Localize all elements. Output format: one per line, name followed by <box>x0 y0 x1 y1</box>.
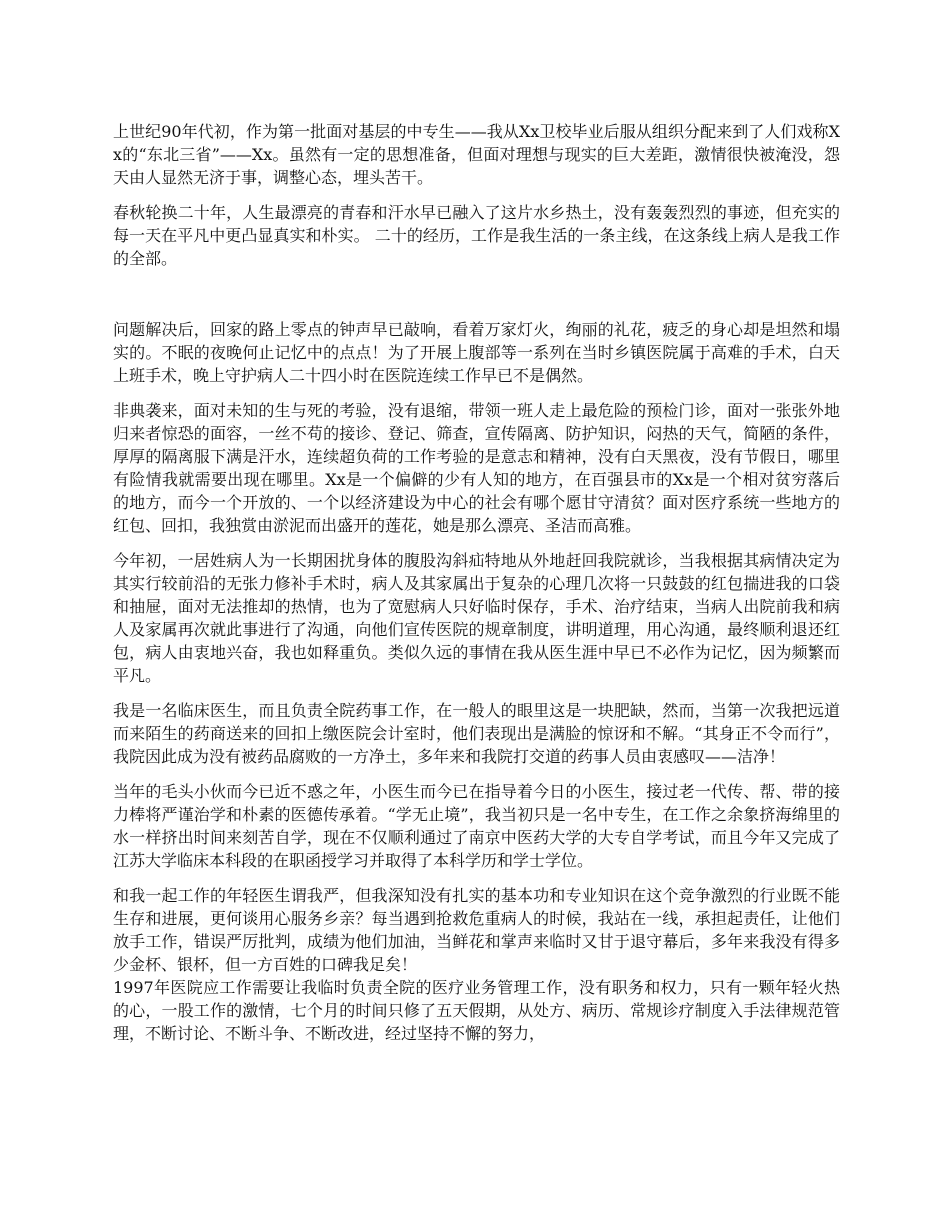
paragraph-4: 非典袭来，面对未知的生与死的考验，没有退缩，带领一班人走上最危险的预检门诊，面对一张张外地归来者惊恐的面容，一丝不苟的接诊、登记、筛查，宣传隔离、防护知识，闷热的天气，简陋的条件，厚厚的隔离服下满是汗水，连续超负荷的工作考验的是意志和精神，没有白天黑夜，没有节假日，哪里有险情我就需要出现在哪里。Xx是一个偏僻的少有人知的地方，在百强县市的Xx是一个相对贫穷落后的地方，而今一个开放的、一个以经济建设为中心的社会有哪个愿甘守清贫？面对医疗系统一些地方的红包、回扣，我独赏由淤泥而出盛开的莲花，她是那么漂亮、圣洁而高雅。 <box>113 401 840 535</box>
paragraph-8: 和我一起工作的年轻医生谓我严，但我深知没有扎实的基本功和专业知识在这个竞争激烈的行业既不能生存和进展，更何谈用心服务乡亲？每当遇到抢救危重病人的时候，我站在一线，承担起责任，让他们放手工作，错误严厉批判，成绩为他们加油，当鲜花和掌声来临时又甘于退守幕后，多年来我没有得多少金杯、银杯，但一方百姓的口碑我足矣！ <box>113 886 840 974</box>
paragraph-6: 我是一名临床医生，而且负责全院药事工作，在一般人的眼里这是一块肥缺，然而，当第一次我把远道而来陌生的药商送来的回扣上缴医院会计室时，他们表现出是满脸的惊讶和不解。“其身正不令而行”，我院因此成为没有被药品腐败的一方净土，多年来和我院打交道的药事人员由衷感叹——洁净！ <box>113 701 840 766</box>
paragraph-1: 上世纪90年代初，作为第一批面对基层的中专生——我从Xx卫校毕业后服从组织分配来到了人们戏称Xx的“东北三省”——Xx。虽然有一定的思想准备，但面对理想与现实的巨大差距，激情很快被淹没，怨天由人显然无济于事，调整心态，埋头苦干。 <box>113 122 840 187</box>
paragraph-5: 今年初，一居姓病人为一长期困扰身体的腹股沟斜疝特地从外地赶回我院就诊，当我根据其病情决定为其实行较前沿的无张力修补手术时，病人及其家属出于复杂的心理几次将一只鼓鼓的红包揣进我的口袋和抽屉，面对无法推却的热情，也为了宽慰病人只好临时保存，手术、治疗结束，当病人出院前我和病人及家属再次就此事进行了沟通，向他们宣传医院的规章制度，讲明道理，用心沟通，最终顺利退还红包，病人由衷地兴奋，我也如释重负。类似久远的事情在我从医生涯中早已不必作为记忆，因为频繁而平凡。 <box>113 551 840 685</box>
paragraph-9: 1997年医院应工作需要让我临时负责全院的医疗业务管理工作，没有职务和权力，只有一颗年轻火热的心，一股工作的激情，七个月的时间只修了五天假期，从处方、病历、常规诊疗制度入手法律规范管理，不断讨论、不断斗争、不断改进，经过坚持不懈的努力， <box>113 978 840 1043</box>
paragraph-2: 春秋轮换二十年，人生最漂亮的青春和汗水早已融入了这片水乡热土，没有轰轰烈烈的事迹，但充实的每一天在平凡中更凸显真实和朴实。 二十的经历，工作是我生活的一条主线，在这条线上病人是我工作的全部。 <box>113 203 840 268</box>
section-gap <box>113 282 840 318</box>
document-body <box>113 120 840 1057</box>
paragraph-7: 当年的毛头小伙而今已近不惑之年，小医生而今已在指导着今日的小医生，接过老一代传、帮、带的接力棒将严谨治学和朴素的医德传承着。“学无止境”，我当初只是一名中专生，在工作之余象挤海绵里的水一样挤出时间来刻苦自学，现在不仅顺利通过了南京中医药大学的大专自学考试，而且今年又完成了江苏大学临床本科段的在职函授学习并取得了本科学历和学士学位。 <box>113 782 840 870</box>
paragraph-3: 问题解决后，回家的路上零点的钟声早已敲响，看着万家灯火，绚丽的礼花，疲乏的身心却是坦然和塌实的。不眠的夜晚何止记忆中的点点！为了开展上腹部等一系列在当时乡镇医院属于高难的手术，白天上班手术，晚上守护病人二十四小时在医院连续工作早已不是偶然。 <box>113 320 840 385</box>
